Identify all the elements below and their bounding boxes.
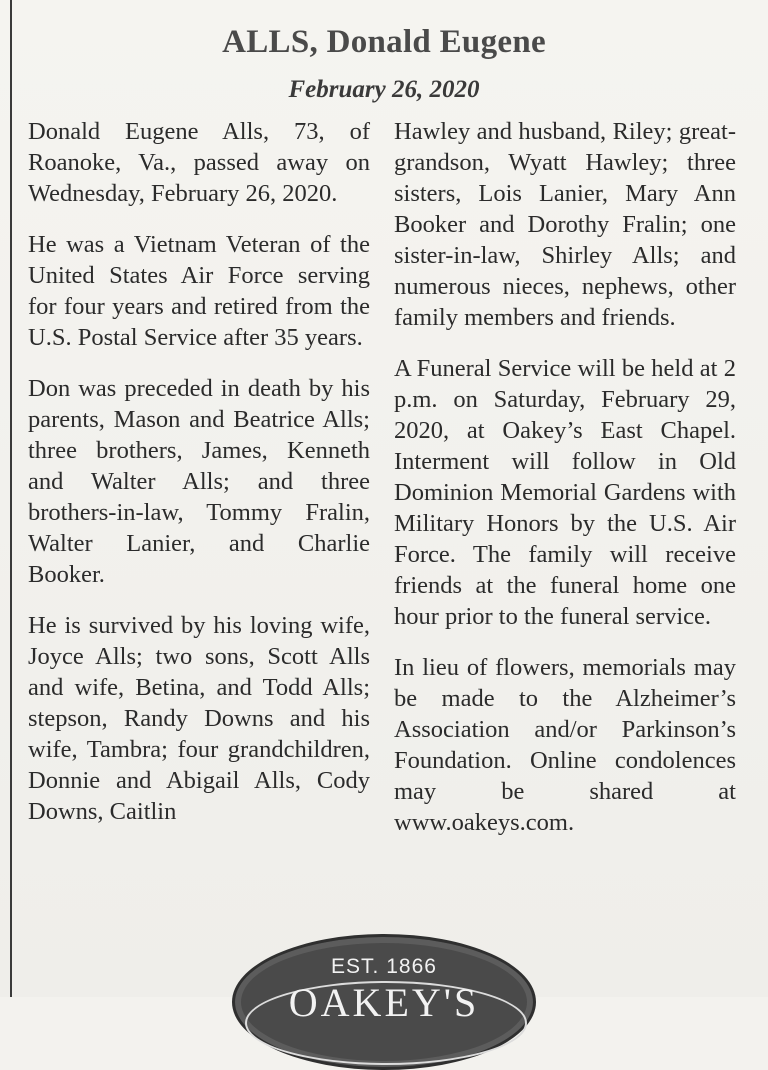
paragraph-service-history: He was a Vietnam Veteran of the United States Air Force serving for four years and retired from the U.S. Postal Service after 35 years. [28,231,370,351]
paragraph-memorials: In lieu of flowers, memorials may be made to the Alzheimer’s Association and/or Parkinson’s Foundation. Online condolences may be shared at www.oakeys.com. [394,654,736,836]
paragraph-death-notice: Donald Eugene Alls, 73, of Roanoke, Va., passed away on Wednesday, February 26, 2020. [28,118,370,207]
obituary-date: February 26, 2020 [288,76,480,103]
paragraph-preceded-in-death: Don was preceded in death by his parents, Mason and Beatrice Alls; three brothers, James, Kenneth and Walter Alls; and three brothers-in-law, Tommy Fralin, Walter Lanier, and Charlie Booker. [28,375,370,588]
right-column [394,116,736,858]
logo-name: OAKEY'S [288,980,480,1025]
obituary-title: ALLS, Donald Eugene [222,24,546,60]
left-column [28,116,370,847]
paragraph-funeral-service: A Funeral Service will be held at 2 p.m. on Saturday, February 29, 2020, at Oakey’s East Chapel. Interment will follow in Old Dominion Memorial Gardens with Military Honors by the U.S. Air Force. The family will receive friends at the funeral home one hour prior to the funeral service. [394,355,736,630]
logo-established: EST. 1866 [331,955,437,978]
column-divider [10,0,12,997]
funeral-home-logo [232,934,536,1070]
paragraph-survived-by-continued: Hawley and husband, Riley; great-grandson, Wyatt Hawley; three sisters, Lois Lanier, Mary Ann Booker and Dorothy Fralin; one sister-in-law, Shirley Alls; and numerous nieces, nephews, other family members and friends. [394,118,736,331]
paragraph-survived-by: He is survived by his loving wife, Joyce Alls; two sons, Scott Alls and wife, Betina, and Todd Alls; stepson, Randy Downs and his wife, Tambra; four grandchildren, Donnie and Abigail Alls, Cody Downs, Caitlin [28,612,370,825]
